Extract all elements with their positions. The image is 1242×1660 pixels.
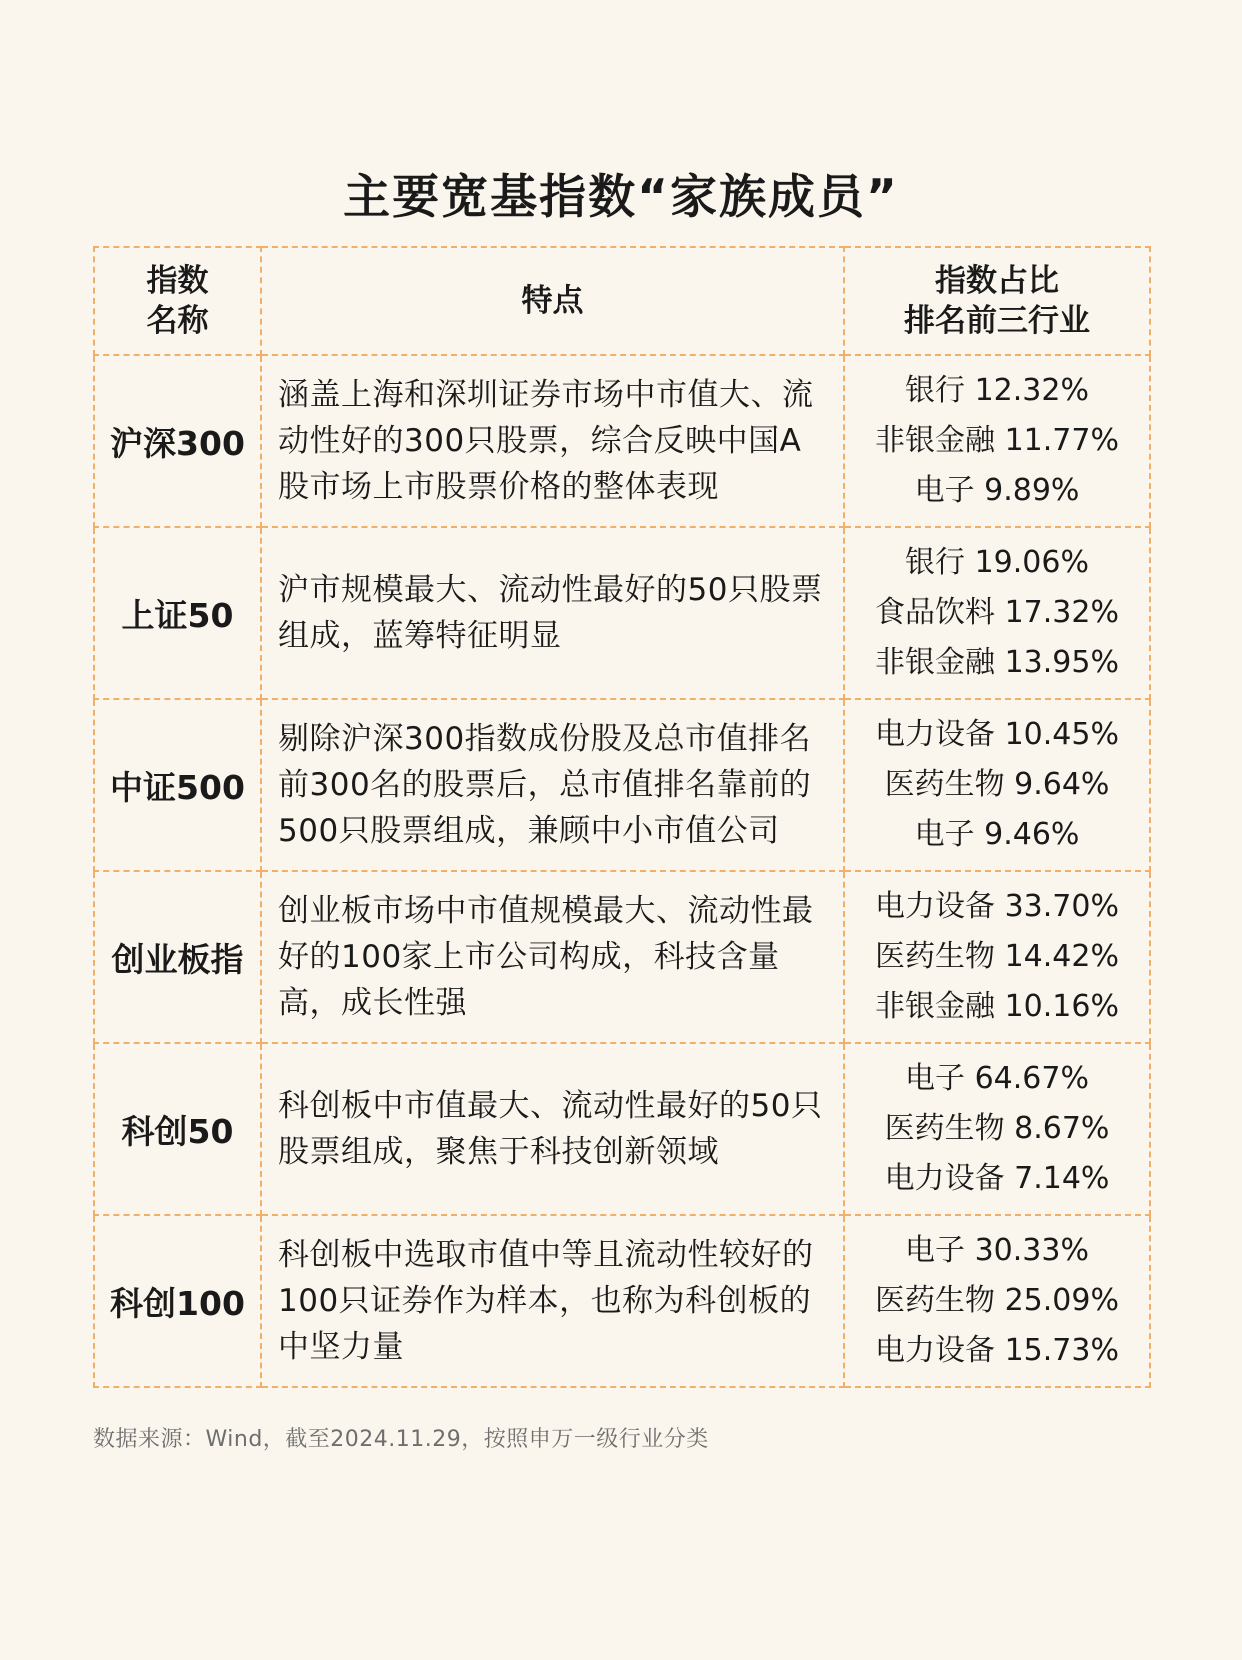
header-top-industries-line2: 排名前三行业 (904, 303, 1090, 339)
source-note: 数据来源：Wind，截至2024.11.29，按照申万一级行业分类 (93, 1427, 709, 1452)
industry-list (844, 699, 1150, 871)
industry-list (844, 871, 1150, 1043)
industry-list (844, 527, 1150, 699)
header-index-name (94, 247, 261, 355)
industry-item: 电子 9.89% (914, 473, 1080, 508)
header-index-name-line1: 指数 (146, 263, 209, 299)
table-header-row (94, 247, 1150, 355)
industry-item: 电力设备 7.14% (884, 1161, 1110, 1196)
industry-list (844, 1043, 1150, 1215)
industry-item: 食品饮料 17.32% (875, 595, 1119, 630)
header-index-name-line2: 名称 (146, 303, 209, 339)
industry-list (844, 1215, 1150, 1387)
header-top-industries-line1: 指数占比 (935, 263, 1059, 299)
table-row (94, 355, 1150, 527)
table-row (94, 871, 1150, 1043)
index-description: 剔除沪深300指数成份股及总市值排名前300名的股票后，总市值排名靠前的500只股票组成，兼顾中小市值公司 (261, 699, 844, 871)
industry-item: 电子 9.46% (914, 817, 1080, 852)
table-row (94, 1043, 1150, 1215)
page-title: 主要宽基指数“家族成员” (343, 170, 899, 225)
table-row (94, 527, 1150, 699)
industry-item: 非银金融 11.77% (875, 423, 1119, 458)
index-description: 沪市规模最大、流动性最好的50只股票组成，蓝筹特征明显 (261, 527, 844, 699)
index-table (93, 246, 1151, 1388)
industry-item: 非银金融 13.95% (875, 645, 1119, 680)
industry-item: 银行 19.06% (905, 545, 1089, 580)
table-row (94, 699, 1150, 871)
industry-item: 医药生物 14.42% (875, 939, 1119, 974)
industry-list (844, 355, 1150, 527)
industry-item: 医药生物 8.67% (884, 1111, 1110, 1146)
industry-item: 医药生物 9.64% (884, 767, 1110, 802)
index-name: 科创50 (94, 1043, 261, 1215)
index-description: 创业板市场中市值规模最大、流动性最好的100家上市公司构成，科技含量高，成长性强 (261, 871, 844, 1043)
index-name: 创业板指 (94, 871, 261, 1043)
industry-item: 非银金融 10.16% (875, 989, 1119, 1024)
industry-item: 银行 12.32% (905, 373, 1089, 408)
header-top-industries (844, 247, 1150, 355)
index-name: 中证500 (94, 699, 261, 871)
index-name: 上证50 (94, 527, 261, 699)
index-name: 沪深300 (94, 355, 261, 527)
industry-item: 医药生物 25.09% (875, 1283, 1119, 1318)
index-description: 科创板中选取市值中等且流动性较好的100只证券作为样本，也称为科创板的中坚力量 (261, 1215, 844, 1387)
industry-item: 电子 64.67% (905, 1061, 1089, 1096)
industry-item: 电力设备 33.70% (875, 889, 1119, 924)
industry-item: 电子 30.33% (905, 1233, 1089, 1268)
index-description: 科创板中市值最大、流动性最好的50只股票组成，聚焦于科技创新领域 (261, 1043, 844, 1215)
header-features: 特点 (261, 247, 844, 355)
index-description: 涵盖上海和深圳证券市场中市值大、流动性好的300只股票，综合反映中国A股市场上市股票价格的整体表现 (261, 355, 844, 527)
index-name: 科创100 (94, 1215, 261, 1387)
table-row (94, 1215, 1150, 1387)
industry-item: 电力设备 10.45% (875, 717, 1119, 752)
industry-item: 电力设备 15.73% (875, 1333, 1119, 1368)
